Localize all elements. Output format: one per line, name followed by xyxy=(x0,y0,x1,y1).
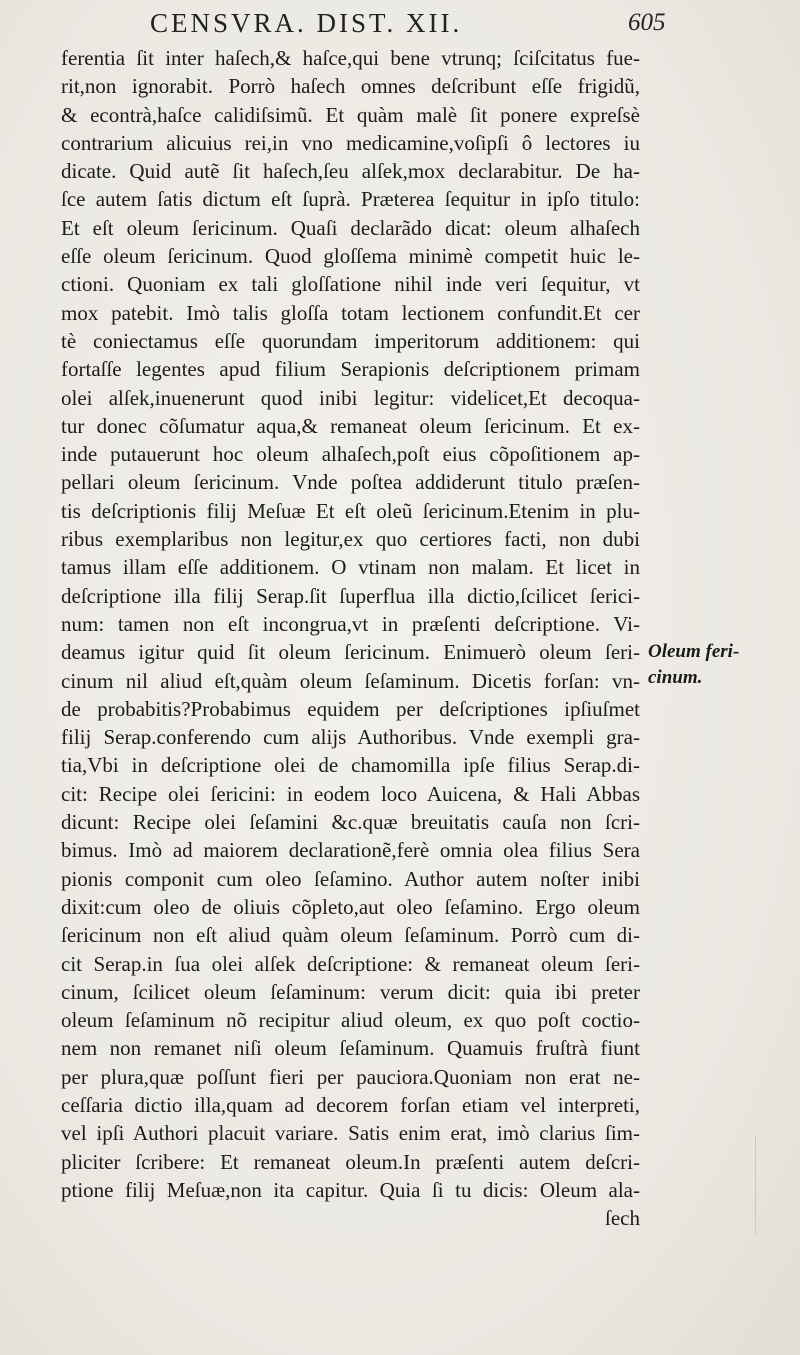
margin-note-line: Oleum feri- xyxy=(648,641,740,662)
text-line: ferentia ſit inter haſech,& haſce,qui bene vtrunq; ſciſcitatus fue- xyxy=(61,46,640,70)
text-line: dicunt: Recipe olei ſeſamini &c.quæ breuitatis cauſa non ſcri- xyxy=(61,810,640,835)
text-line: pellari oleum ſericinum. Vnde poſtea addiderunt titulo præſen- xyxy=(61,470,640,495)
text-line: ribus exemplaribus non legitur,ex quo certiores facti, non dubi xyxy=(61,527,640,552)
text-line: rit,non ignorabit. Porrò haſech omnes deſcribunt eſſe frigidũ, xyxy=(61,74,640,99)
text-line: Et eſt oleum ſericinum. Quaſi declarãdo dicat: oleum alhaſech xyxy=(61,215,640,240)
text-line: per plura,quæ poſſunt fieri per pauciora.Quoniam non erat ne- xyxy=(61,1064,640,1089)
text-line: cit Serap.in ſua olei alſek deſcriptione: & remaneat oleum ſeri- xyxy=(61,951,640,976)
text-line: deamus igitur quid ſit oleum ſericinum. Enimuerò oleum ſeri- xyxy=(61,640,640,665)
margin-note xyxy=(648,639,793,691)
body-text-block xyxy=(61,44,640,1232)
text-line: tè coniectamus eſſe quorundam imperitorum additionem: qui xyxy=(61,328,640,353)
paper-edge-mark xyxy=(755,1135,756,1235)
text-line: cinum, ſcilicet oleum ſeſaminum: verum dicit: quia ibi preter xyxy=(61,979,640,1004)
text-line: vel ipſi Authori placuit variare. Satis enim erat, imò clarius ſim- xyxy=(61,1121,640,1146)
text-line: olei alſek,inuenerunt quod inibi legitur: videlicet,Et decoqua- xyxy=(61,385,640,410)
text-line: contrarium alicuius rei,in vno medicamine,voſipſi ô lectores iu xyxy=(61,130,640,155)
text-line: pliciter ſcribere: Et remaneat oleum.In præſenti autem deſcri- xyxy=(61,1149,640,1174)
text-line: bimus. Imò ad maiorem declarationẽ,ferè omnia olea filius Sera xyxy=(61,838,640,863)
text-line: filij Serap.conferendo cum alijs Authoribus. Vnde exempli gra- xyxy=(61,725,640,750)
text-line: eſſe oleum ſericinum. Quod gloſſema minimè competit huic le- xyxy=(61,244,640,269)
text-line: deſcriptione illa filij Serap.ſit ſuperflua illa dictio,ſcilicet ſerici- xyxy=(61,583,640,608)
running-head: CENSVRA. DIST. XII. xyxy=(150,8,463,38)
text-line: tamus illam eſſe additionem. O vtinam non malam. Et licet in xyxy=(61,555,640,580)
text-line: cinum nil aliud eſt,quàm oleum ſeſaminum. Dicetis forſan: vn- xyxy=(61,668,640,693)
text-line: ctioni. Quoniam ex tali gloſſatione nihil inde veri ſequitur, vt xyxy=(61,272,640,297)
page-number: 605 xyxy=(628,9,666,36)
text-line: ſce autem ſatis dictum eſt ſuprà. Præterea ſequitur in ipſo titulo: xyxy=(61,187,640,212)
text-line: dixit:cum oleo de oliuis cõpleto,aut oleo ſeſamino. Ergo oleum xyxy=(61,894,640,919)
page-header xyxy=(150,6,670,40)
text-line: nem non remanet niſi oleum ſeſaminum. Quamuis fruſtrà fiunt xyxy=(61,1036,640,1061)
text-line: tia,Vbi in deſcriptione olei de chamomilla ipſe filius Serap.di- xyxy=(61,753,640,778)
text-line: num: tamen non eſt incongrua,vt in præſenti deſcriptione. Vi- xyxy=(61,611,640,636)
text-line: inde putauerunt hoc oleum alhaſech,poſt eius cõpoſitionem ap- xyxy=(61,442,640,467)
text-line: tur donec cõſumatur aqua,& remaneat oleum ſericinum. Et ex- xyxy=(61,413,640,438)
text-line: cit: Recipe olei ſericini: in eodem loco Auicena, & Hali Abbas xyxy=(61,781,640,806)
text-line: ceſſaria dictio illa,quam ad decorem forſan etiam vel interpreti, xyxy=(61,1092,640,1117)
text-line: dicate. Quid autẽ ſit haſech,ſeu alſek,mox declarabitur. De ha- xyxy=(61,159,640,184)
text-line: ſech xyxy=(605,1206,640,1231)
text-line: de probabitis?Probabimus equidem per deſcriptiones ipſiuſmet xyxy=(61,696,640,721)
margin-note-line: cinum. xyxy=(648,667,703,688)
text-line: fortaſſe legentes apud filium Serapionis deſcriptionem primam xyxy=(61,357,640,382)
text-line: ſericinum non eſt aliud quàm oleum ſeſaminum. Porrò cum di- xyxy=(61,923,640,948)
text-line: oleum ſeſaminum nõ recipitur aliud oleum, ex quo poſt coctio- xyxy=(61,1008,640,1033)
text-line: mox patebit. Imò talis gloſſa totam lectionem confundit.Et cer xyxy=(61,300,640,325)
text-line: pionis componit cum oleo ſeſamino. Author autem noſter inibi xyxy=(61,866,640,891)
text-line: & econtrà,haſce calidiſsimũ. Et quàm malè ſit ponere expreſsè xyxy=(61,102,640,127)
text-line: ptione filij Meſuæ,non ita capitur. Quia ſi tu dicis: Oleum ala- xyxy=(61,1177,640,1202)
text-line: tis deſcriptionis filij Meſuæ Et eſt oleũ ſericinum.Etenim in plu- xyxy=(61,498,640,523)
